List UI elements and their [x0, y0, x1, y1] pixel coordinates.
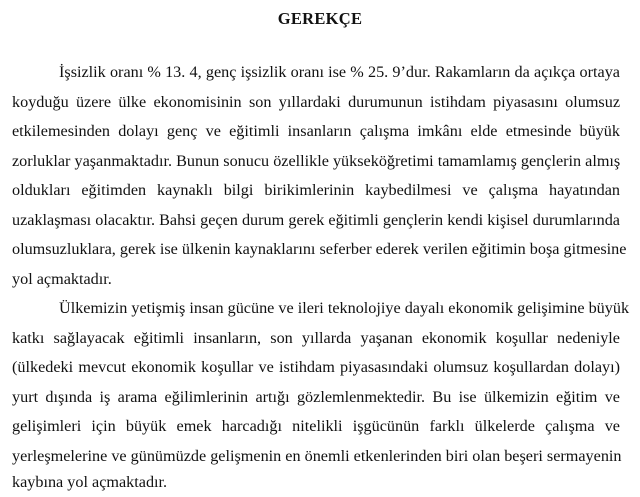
paragraph-2-line-6: yerleşmelerine ve günümüzde gelişmenin en önemli etkenlerinden biri olan beşeri sermayenin: [12, 447, 622, 465]
paragraph-2-line-7: kaybına yol açmaktadır.: [12, 473, 168, 491]
paragraph-1-line-3: etkilemesinden dolayı genç ve eğitimli insanların çalışma imkânı elde etmesinde büyük: [12, 122, 620, 140]
paragraph-2-line-2: katkı sağlayacak eğitimli insanların, son yıllarda yaşanan ekonomik koşullar nedeniyle: [12, 329, 620, 347]
paragraph-1-line-6: uzaklaşması olacaktır. Bahsi geçen durum gerek eğitimli gençlerin kendi kişisel durumlarında: [12, 211, 620, 229]
paragraph-2-line-1: Ülkemizin yetişmiş insan gücüne ve ileri teknolojiye dayalı ekonomik gelişimine büyük: [59, 299, 630, 317]
paragraph-1-line-5: oldukları eğitimden kaynaklı bilgi birikimlerinin kaybedilmesi ve çalışma hayatından: [12, 181, 620, 199]
paragraph-1-line-8: yol açmaktadır.: [12, 270, 112, 288]
paragraph-2-line-5: gelişimleri için büyük emek harcadığı nitelikli işgücünün farklı ülkelerde çalışma ve: [12, 417, 620, 435]
paragraph-1-line-1: İşsizlik oranı % 13. 4, genç işsizlik oranı ise % 25. 9’dur. Rakamların da açıkça ortaya: [59, 63, 620, 81]
paragraph-2-line-3: (ülkedeki mevcut ekonomik koşullar ve istihdam piyasasındaki olumsuz koşullardan dolayı): [12, 358, 620, 376]
paragraph-1-line-4: zorluklar yaşanmaktadır. Bunun sonucu özellikle yükseköğretimi tamamlamış gençlerin almış: [12, 152, 621, 170]
paragraph-1-line-7: olumsuzluklara, gerek ise ülkenin kaynaklarını seferber ederek verilen eğitimin boşa gitmesine: [12, 240, 627, 258]
paragraph-1-line-2: koyduğu üzere ülke ekonomisinin son yıllardaki durumunun istihdam piyasasını olumsuz: [12, 93, 620, 111]
paragraph-2-line-4: yurt dışında iş arama eğilimlerinin artığı gözlemlenmektedir. Bu ise ülkemizin eğitim ve: [12, 388, 620, 406]
document-title: GEREKÇE: [277, 9, 363, 28]
